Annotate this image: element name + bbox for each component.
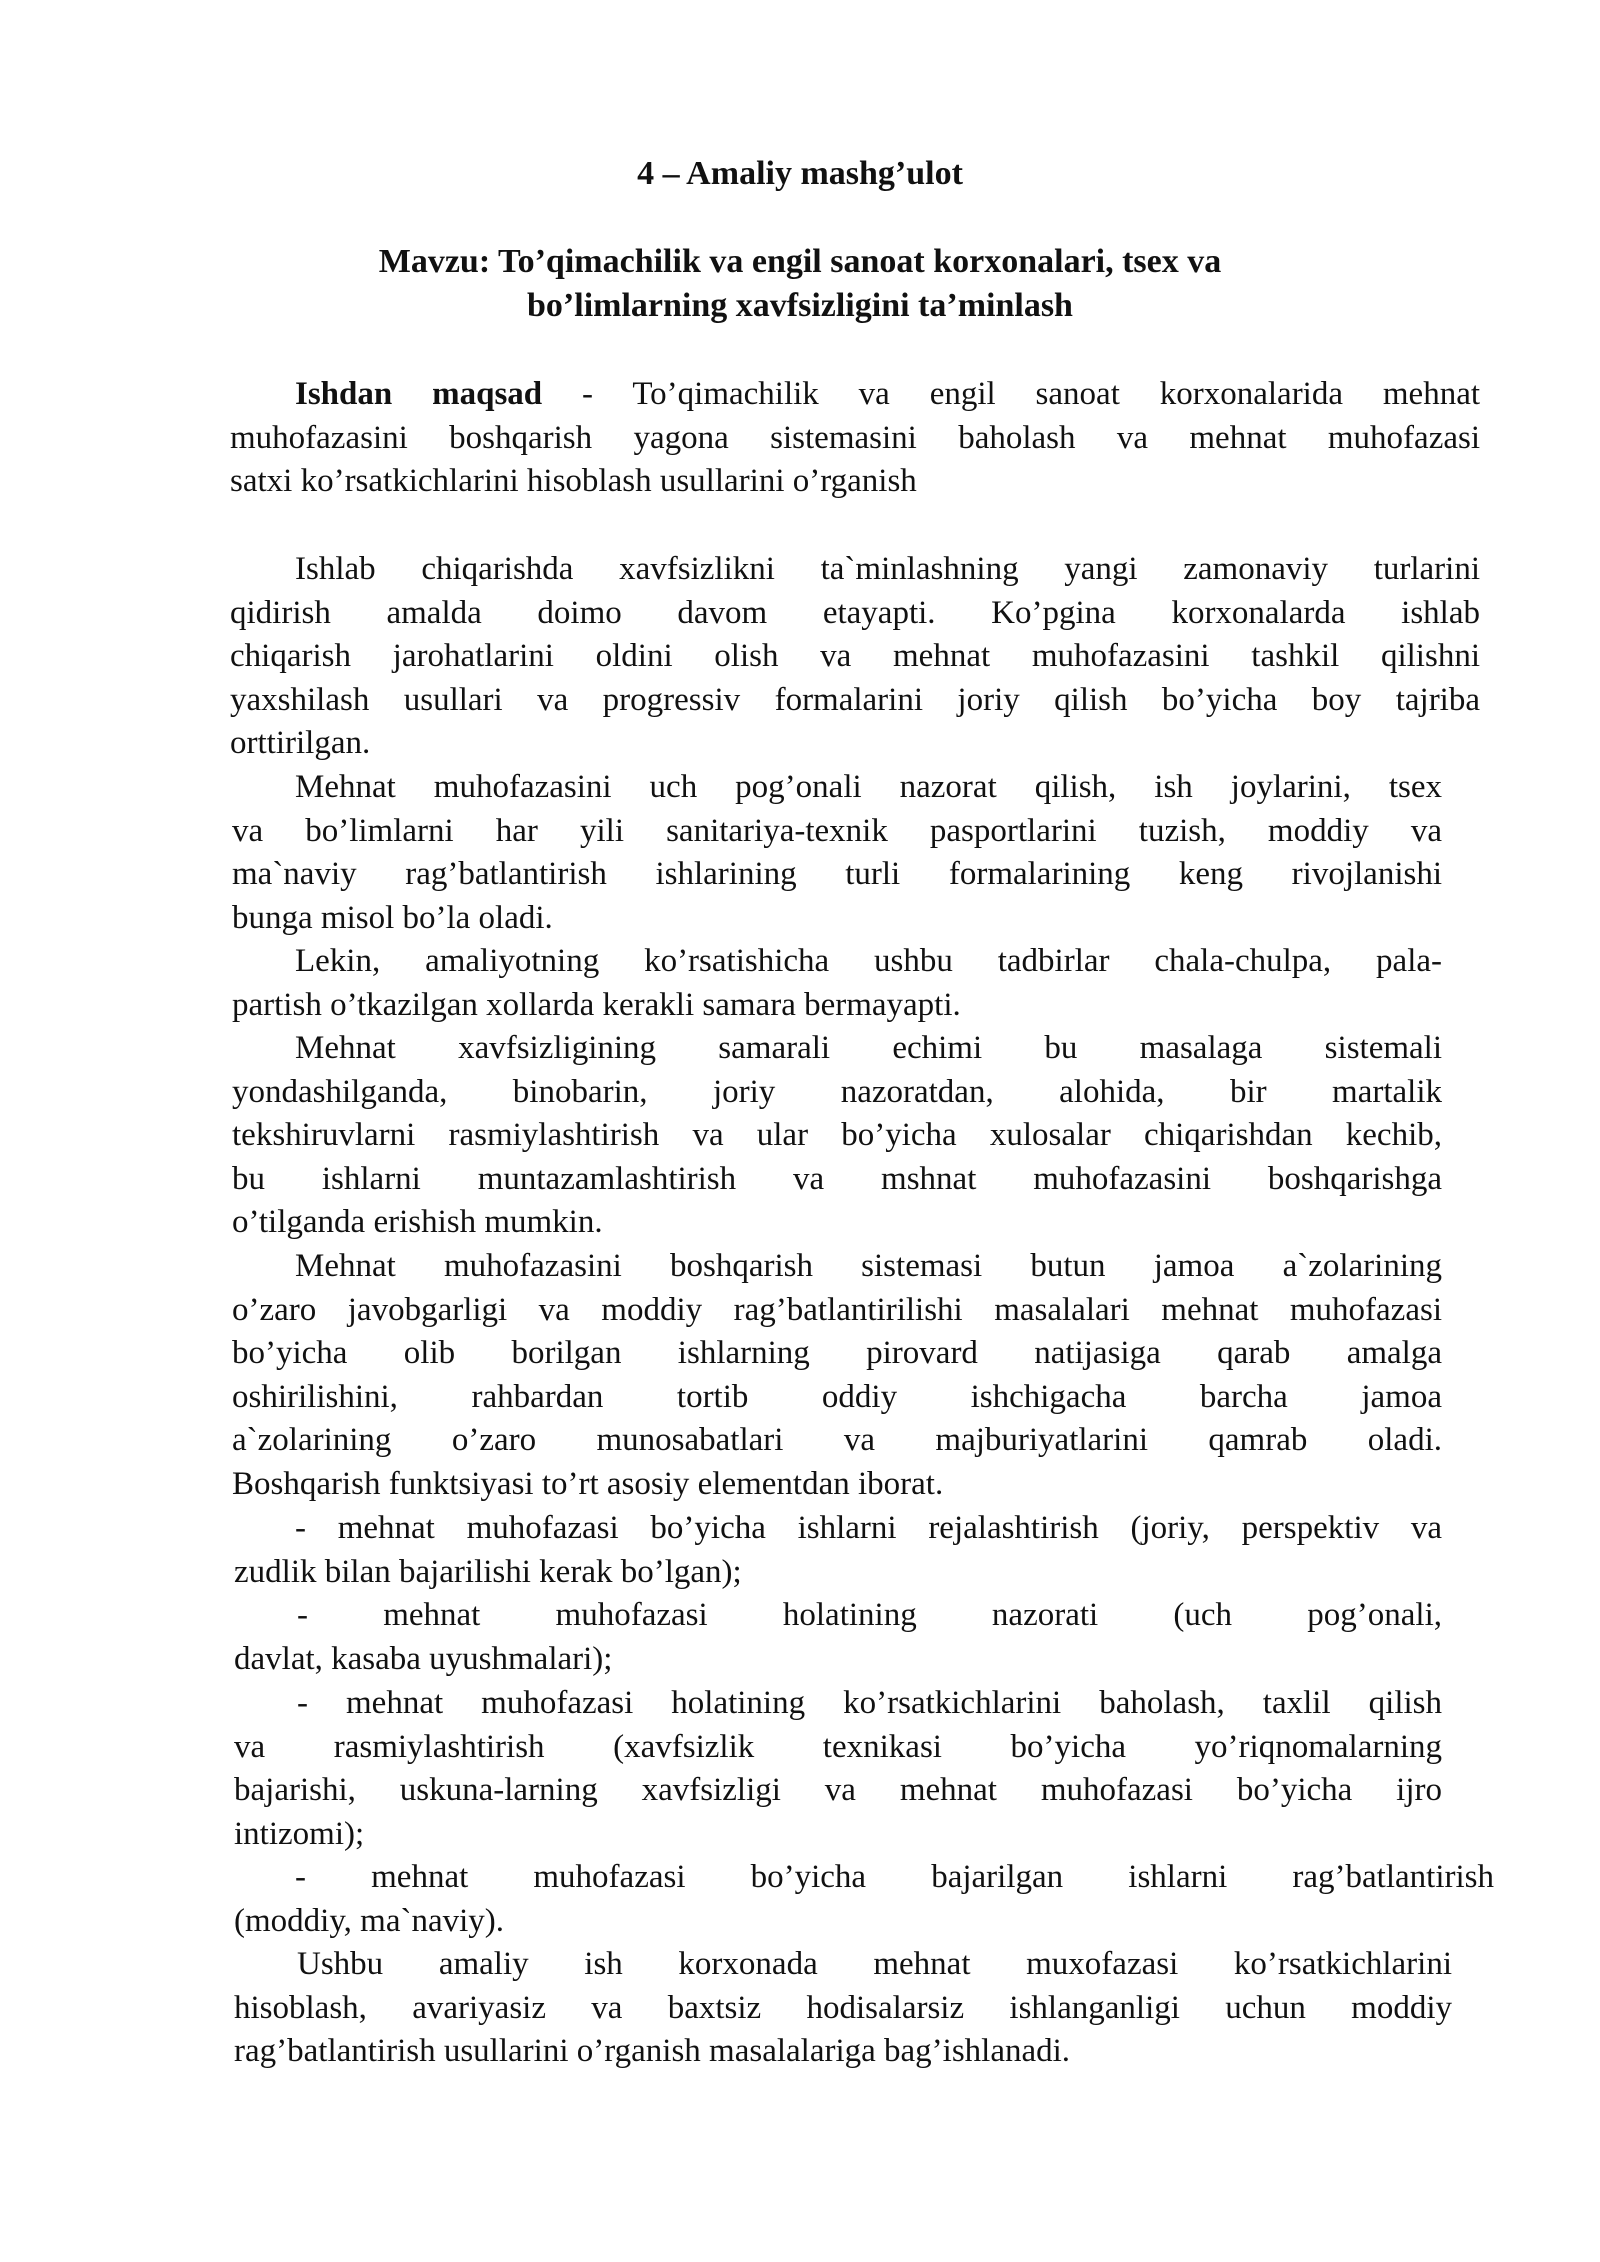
paragraph-line: qidirish amalda doimo davom etayapti. Ko’pgina korxonalarda ishlab <box>230 594 1480 631</box>
paragraph-line: Ishlab chiqarishda xavfsizlikni ta`minlashning yangi zamonaviy turlarini <box>295 551 1480 587</box>
paragraph-line: a`zolarining o’zaro munosabatlari va majburiyatlarini qamrab oladi. <box>232 1422 1442 1459</box>
paragraph-line: ma`naviy rag’batlantirish ishlarining turli formalarining keng rivojlanishi <box>232 856 1442 893</box>
list-item-line: davlat, kasaba uyushmalari); <box>234 1640 613 1677</box>
paragraph-line: Ushbu amaliy ish korxonada mehnat muxofazasi ko’rsatkichlarini <box>297 1946 1452 1982</box>
paragraph-line: yondashilganda, binobarin, joriy nazoratdan, alohida, bir martalik <box>232 1073 1442 1110</box>
list-item-line: - mehnat muhofazasi bo’yicha bajarilgan ishlarni rag’batlantirish <box>295 1859 1494 1895</box>
list-item <box>234 1594 1442 1681</box>
body-paragraph <box>232 1245 1442 1507</box>
paragraph-line: bu ishlarni muntazamlashtirish va mshnat muhofazasini boshqarishga <box>232 1160 1442 1197</box>
body-paragraph <box>230 548 1480 766</box>
body-paragraph <box>232 766 1442 940</box>
paragraph-line: va bo’limlarni har yili sanitariya-texnik pasportlarini tuzish, moddiy va <box>232 812 1442 849</box>
purpose-paragraph <box>230 373 1480 504</box>
topic-line-1: Mavzu: To’qimachilik va engil sanoat korxonalari, tsex va <box>378 243 1222 280</box>
list-item-line: bajarishi, uskuna-larning xavfsizligi va mehnat muhofazasi bo’yicha ijro <box>234 1772 1442 1809</box>
list-item-line: intizomi); <box>234 1815 365 1852</box>
purpose-first-line <box>230 373 1480 417</box>
body-paragraph <box>232 940 1442 1027</box>
paragraph-line: o’zaro javobgarligi va moddiy rag’batlantirilishi masalalari mehnat muhofazasi <box>232 1291 1442 1328</box>
paragraph-line: oshirilishini, rahbardan tortib oddiy ishchigacha barcha jamoa <box>232 1378 1442 1415</box>
purpose-label: Ishdan maqsad <box>295 376 543 412</box>
purpose-first-line-rest: - To’qimachilik va engil sanoat korxonalarida mehnat <box>542 376 1481 412</box>
paragraph-line: orttirilgan. <box>230 725 371 762</box>
paragraph-line: Mehnat xavfsizligining samarali echimi bu masalaga sistemali <box>295 1030 1442 1066</box>
list-item <box>234 1682 1442 1856</box>
purpose-line: muhofazasini boshqarish yagona sistemasini baholash va mehnat muhofazasi <box>230 419 1480 456</box>
paragraph-line: yaxshilash usullari va progressiv formalarini joriy qilish bo’yicha boy tajriba <box>230 681 1480 718</box>
page-title: 4 – Amaliy mashg’ulot <box>637 155 963 192</box>
paragraph-line: rag’batlantirish usullarini o’rganish masalalariga bag’ishlanadi. <box>234 2033 1071 2070</box>
topic-line-2: bo’limlarning xavfsizligini ta’minlash <box>527 287 1073 324</box>
purpose-line: satxi ko’rsatkichlarini hisoblash usullarini o’rganish <box>230 463 917 500</box>
list-item-line: - mehnat muhofazasi holatining nazorati (uch pog’onali, <box>297 1597 1442 1633</box>
paragraph-line: Boshqarish funktsiyasi to’rt asosiy elementdan iborat. <box>232 1465 944 1502</box>
body-paragraph <box>234 1943 1452 2074</box>
paragraph-line: o’tilganda erishish mumkin. <box>232 1204 603 1241</box>
paragraph-line: Lekin, amaliyotning ko’rsatishicha ushbu tadbirlar chala-chulpa, pala- <box>295 943 1442 979</box>
list-item-line: zudlik bilan bajarilishi kerak bo’lgan); <box>234 1553 742 1590</box>
list-item <box>234 1856 1494 1943</box>
paragraph-line: Mehnat muhofazasini uch pog’onali nazorat qilish, ish joylarini, tsex <box>295 769 1442 805</box>
list-item <box>234 1507 1442 1594</box>
paragraph-line: tekshiruvlarni rasmiylashtirish va ular bo’yicha xulosalar chiqarishdan kechib, <box>232 1117 1442 1154</box>
paragraph-line: chiqarish jarohatlarini oldini olish va mehnat muhofazasini tashkil qilishni <box>230 638 1480 675</box>
body-paragraph <box>232 1027 1442 1245</box>
list-item-line: (moddiy, ma`naviy). <box>234 1902 505 1939</box>
paragraph-line: bo’yicha olib borilgan ishlarning pirovard natijasiga qarab amalga <box>232 1335 1442 1372</box>
paragraph-line: partish o’tkazilgan xollarda kerakli samara bermayapti. <box>232 986 961 1023</box>
paragraph-line: bunga misol bo’la oladi. <box>232 899 553 936</box>
list-item-line: va rasmiylashtirish (xavfsizlik texnikasi bo’yicha yo’riqnomalarning <box>234 1728 1442 1765</box>
list-item-line: - mehnat muhofazasi bo’yicha ishlarni rejalashtirish (joriy, perspektiv va <box>295 1510 1442 1546</box>
paragraph-line: Mehnat muhofazasini boshqarish sistemasi butun jamoa a`zolarining <box>295 1248 1442 1284</box>
list-item-line: - mehnat muhofazasi holatining ko’rsatkichlarini baholash, taxlil qilish <box>297 1685 1442 1721</box>
paragraph-line: hisoblash, avariyasiz va baxtsiz hodisalarsiz ishlanganligi uchun moddiy <box>234 1989 1452 2026</box>
